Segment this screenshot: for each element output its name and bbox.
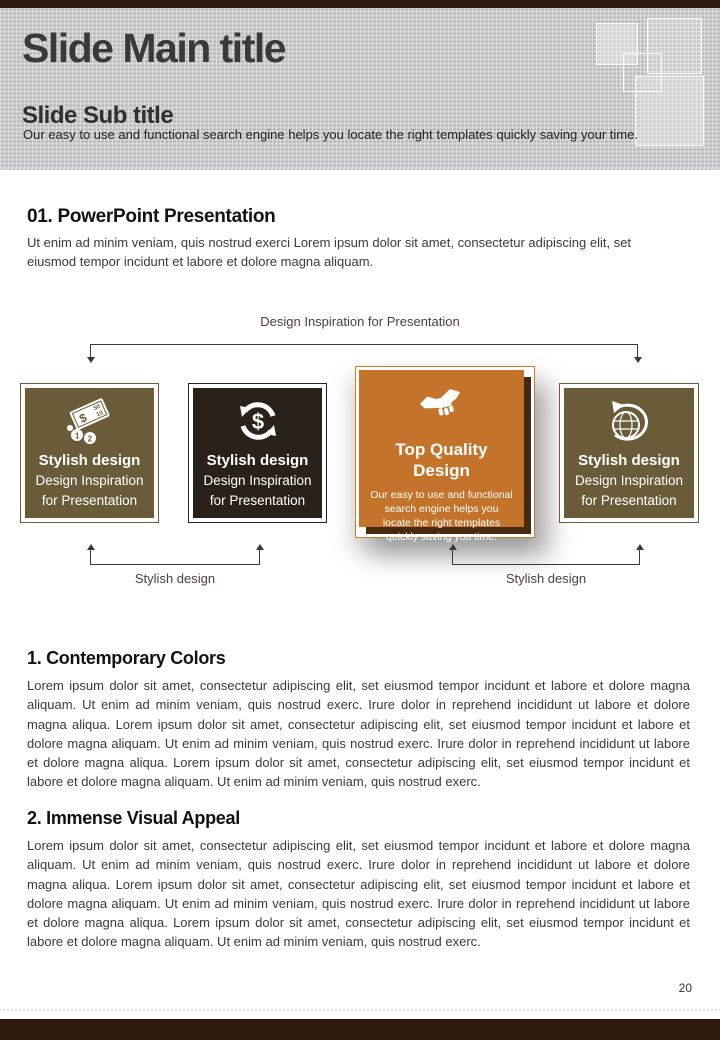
diagram-box-stylish-design-2 — [188, 383, 327, 523]
connector-bottom-left-bracket — [90, 550, 260, 565]
diagram-top-label: Design Inspiration for Presentation — [260, 314, 460, 329]
header-band — [0, 8, 720, 170]
box-title: Top Quality Design — [395, 440, 488, 480]
svg-text:$: $ — [76, 410, 89, 426]
section-heading-powerpoint-presentation: 01. PowerPoint Presentation — [27, 206, 276, 227]
handshake-icon — [413, 386, 471, 431]
arrow-up-icon — [256, 544, 264, 550]
box-text: Design Inspiration for Presentation — [574, 473, 684, 508]
svg-text:2: 2 — [87, 434, 92, 444]
slide-main-title: Slide Main title — [22, 25, 286, 71]
page-number: 20 — [678, 981, 692, 995]
intro-paragraph: Ut enim ad minim veniam, quis nostrud exerci Lorem ipsum dolor sit amet, consectetur adipiscing elit, set eiusmod tempor incidunt et labore et dolore magna aliquam. — [27, 235, 632, 269]
arrow-down-icon — [634, 357, 642, 363]
section-paragraph: Lorem ipsum dolor sit amet, consectetur adipiscing elit, set eiusmod tempor incidunt et labore et dolore magna aliquam. Ut enim ad minim veniam, quis nostrud exerc. Irure dolor in reprehend incididunt ut labore et dolore magna aliqua. Lorem ipsum dolor sit amet, consectetur adipiscing elit, set eiusmod tempor incidunt et labore et dolore magna aliquam. Ut enim ad minim veniam, quis nostrud exerc. Irure dolor in reprehend incididunt ut labore et dolore magna aliqua. Lorem ipsum dolor sit amet, consectetur adipiscing elit, set eiusmod tempor incidunt et labore et dolore magna aliquam. Ut enim ad minim veniam, quis nostrud exerc. — [27, 838, 690, 950]
diagram-box-top-quality-design — [355, 366, 535, 543]
connector-top-bracket — [90, 344, 638, 357]
box-text: Our easy to use and functional search engine helps you locate the right templates quickly saving you time. — [370, 489, 513, 543]
arrow-up-icon — [449, 544, 457, 550]
svg-text:$: $ — [251, 409, 264, 434]
diagram-bottom-right-label: Stylish design — [505, 571, 587, 586]
section-paragraph: Lorem ipsum dolor sit amet, consectetur adipiscing elit, set eiusmod tempor incidunt et labore et dolore magna aliquam. Ut enim ad minim veniam, quis nostrud exerc. Irure dolor in reprehend incididunt ut labore et dolore magna aliqua. Lorem ipsum dolor sit amet, consectetur adipiscing elit, set eiusmod tempor incidunt et labore et dolore magna aliquam. Ut enim ad minim veniam, quis nostrud exerc. Irure dolor in reprehend incididunt ut labore et dolore magna aliqua. Lorem ipsum dolor sit amet, consectetur adipiscing elit, set eiusmod tempor incidunt et labore et dolore magna aliquam. Ut enim ad minim veniam, quis nostrud exerc. — [27, 678, 690, 790]
diagram-bottom-left-label: Stylish design — [134, 571, 216, 586]
bottom-accent-bar — [0, 1019, 720, 1040]
dollar-cycle-icon — [232, 395, 284, 447]
decor-square — [635, 76, 704, 146]
cash-icon — [63, 395, 117, 447]
box-text: Design Inspiration for Presentation — [35, 473, 144, 508]
header-description: Our easy to use and functional search engine helps you locate the right templates quickly saving your time. — [23, 127, 638, 142]
arrow-up-icon — [87, 544, 95, 550]
svg-text:10: 10 — [95, 410, 104, 419]
connector-bottom-right-bracket — [452, 550, 640, 565]
svg-text:50: 50 — [92, 403, 101, 413]
globe-icon — [603, 395, 655, 447]
diagram-box-stylish-design-1 — [20, 383, 159, 523]
top-accent-bar — [0, 0, 720, 8]
svg-text:1: 1 — [74, 431, 79, 441]
section-heading-contemporary-colors: 1. Contemporary Colors — [27, 648, 226, 668]
arrow-down-icon — [87, 357, 95, 363]
section-heading-immense-visual-appeal: 2. Immense Visual Appeal — [27, 808, 240, 828]
diagram-box-stylish-design-3 — [559, 383, 699, 523]
slide-sub-title: Slide Sub title — [22, 102, 174, 129]
arrow-up-icon — [636, 544, 644, 550]
box-text: Design Inspiration for Presentation — [203, 473, 312, 508]
box-title: Stylish design — [206, 452, 309, 469]
box-title: Stylish design — [578, 452, 680, 469]
footer-divider — [0, 1009, 720, 1011]
box-title: Stylish design — [38, 452, 141, 469]
